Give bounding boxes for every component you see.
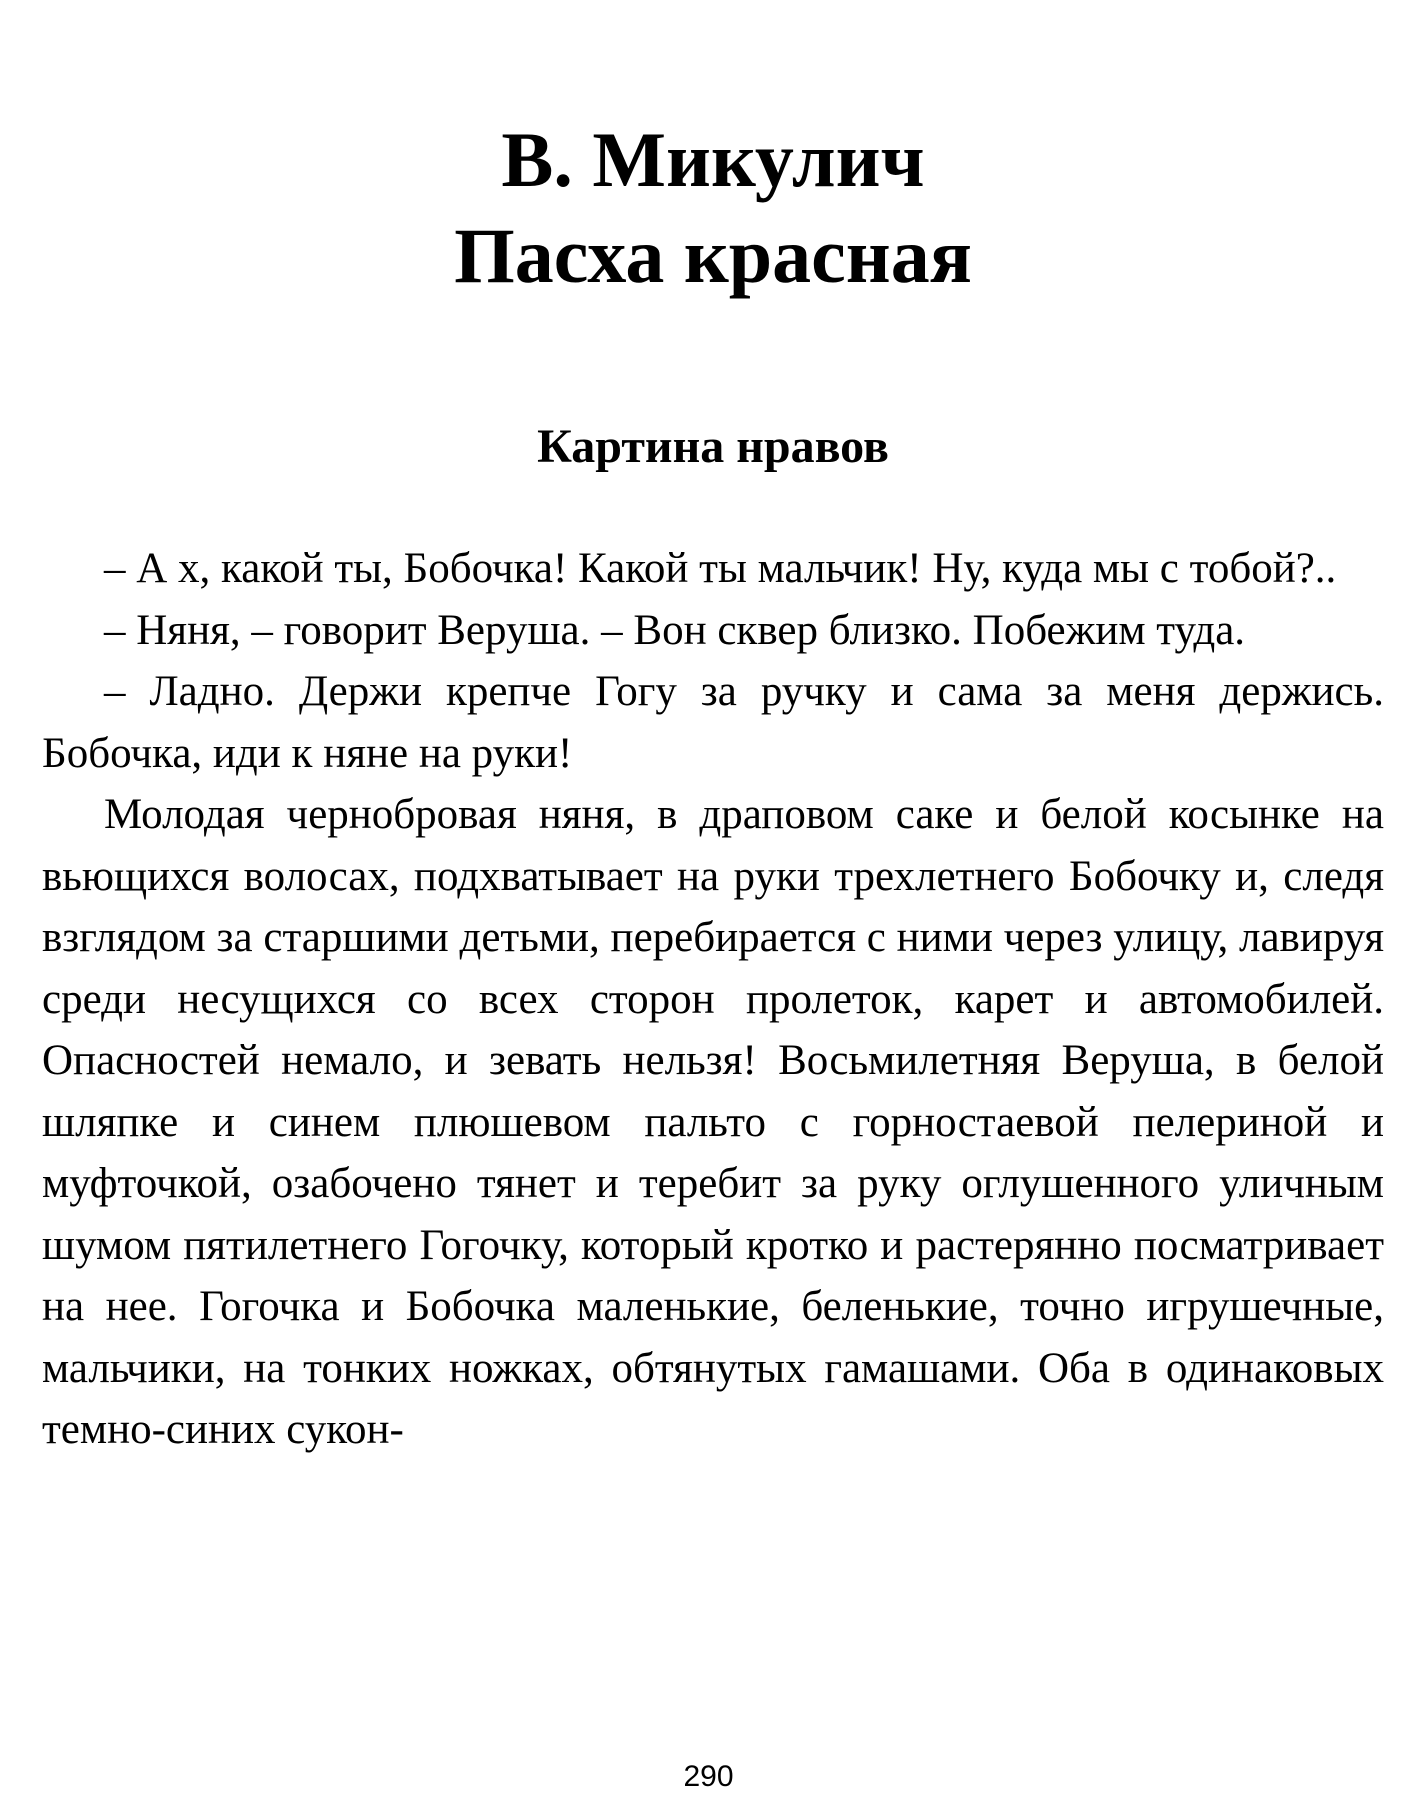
paragraph: Молодая чернобровая няня, в драповом саке и белой косынке на вьющихся волосах, подхватывает на руки трехлетнего Бобочку и, следя взглядом за старшими детьми, перебирается с ними через улицу, лавируя среди несущихся со всех сторон пролеток, карет и автомобилей. Опасностей немало, и зевать нельзя! Восьмилетняя Веруша, в белой шляпке и синем плюшевом пальто с горностаевой пелериной и муфточкой, озабочено тянет и теребит за руку оглушенного уличным шумом пятилетнего Гогочку, который кротко и растерянно посматривает на нее. Гогочка и Бобочка маленькие, беленькие, точно игрушечные, мальчики, на тонких ножках, обтянутых гамашами. Оба в одинаковых темно-синих сукон- — [42, 791, 1384, 1453]
page-number: 290 — [683, 1760, 734, 1793]
document-page — [42, 0, 1384, 1807]
paragraph: – Ладно. Держи крепче Гогу за ручку и сама за меня держись. Бобочка, иди к няне на руки! — [42, 668, 1384, 777]
story-subtitle: Картина нравов — [537, 420, 889, 473]
paragraph: – А х, какой ты, Бобочка! Какой ты мальчик! Ну, куда мы с тобой?.. — [104, 545, 1337, 592]
story-body — [42, 477, 1384, 1461]
author-name: В. Микулич — [501, 116, 925, 203]
story-title: Пасха красная — [454, 212, 972, 299]
paragraph: – Няня, – говорит Веруша. – Вон сквер близко. Побежим туда. — [104, 606, 1246, 654]
